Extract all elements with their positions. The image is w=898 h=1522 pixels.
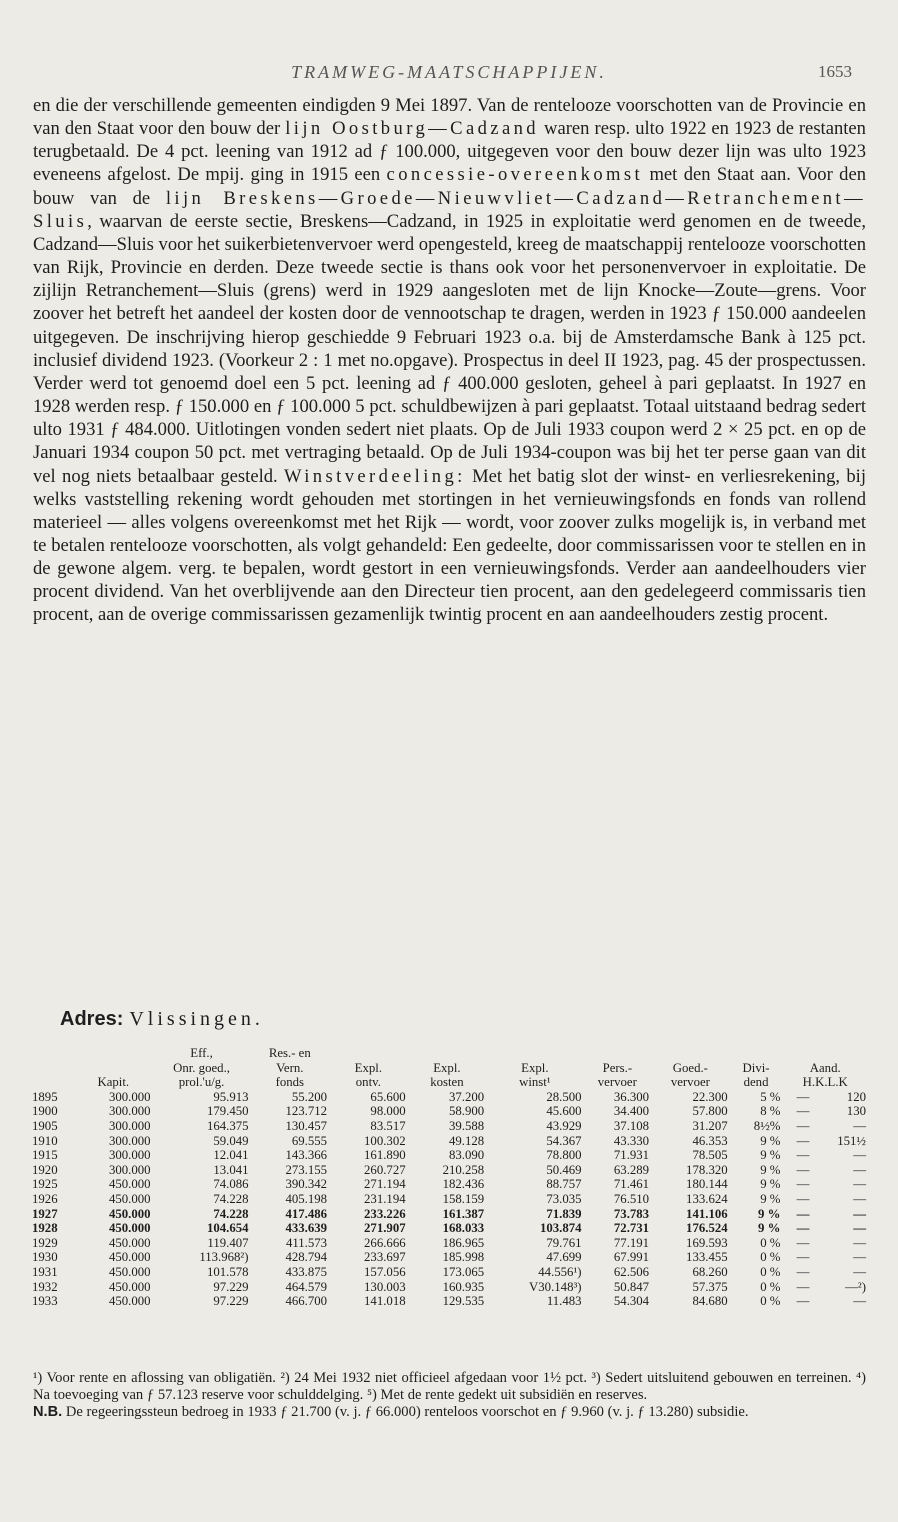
column-header-line: winst¹ <box>519 1075 551 1090</box>
address-value: Vlissingen. <box>129 1008 264 1030</box>
table-cell: — <box>853 1294 866 1309</box>
spaced-line-name: lijn Breskens—Groede—Nieuwvliet—Cadzand—Retranchement—Sluis <box>33 187 866 232</box>
column-header-line: fonds <box>275 1075 305 1090</box>
table-cell: 9 % <box>760 1177 781 1192</box>
table-cell: 0 % <box>760 1264 781 1279</box>
table-cell: 130.003 <box>364 1279 406 1294</box>
table-cell: 49.128 <box>448 1133 485 1148</box>
table-cell: — <box>796 1148 810 1163</box>
year-cell: 1915 <box>32 1148 58 1163</box>
table-cell: 161.387 <box>442 1206 485 1221</box>
table-cell: 233.697 <box>364 1250 406 1265</box>
table-cell: 158.159 <box>442 1191 485 1206</box>
table-cell: 74.086 <box>213 1177 249 1192</box>
table-cell: 5 % <box>760 1089 781 1104</box>
table-cell: 300.000 <box>108 1133 151 1148</box>
table-cell: 157.056 <box>364 1264 406 1279</box>
table-cell: 450.000 <box>108 1250 151 1265</box>
table-cell: — <box>853 1264 866 1279</box>
table-cell: 178.320 <box>686 1162 728 1177</box>
table-cell: 8 % <box>760 1104 781 1119</box>
table-cell: — <box>796 1133 810 1148</box>
column-header-line: vervoer <box>670 1075 710 1090</box>
address-line <box>60 1008 264 1031</box>
spaced-line-name: lijn Oostburg—Cadzand <box>285 118 539 140</box>
table-cell: 54.304 <box>613 1294 650 1309</box>
table-cell: 98.000 <box>370 1104 406 1119</box>
table-cell: — <box>796 1089 810 1104</box>
table-header-row <box>30 1046 868 1090</box>
table-cell: 173.065 <box>442 1264 485 1279</box>
table-cell: 417.486 <box>285 1206 328 1221</box>
nb-text: De regeeringssteun bedroeg in 1933 ƒ 21.700 (v. j. ƒ 66.000) renteloos voorschot en ƒ 9.960 (v. j. ƒ 13.280) subsidie. <box>62 1404 749 1420</box>
column-header-line: Expl. <box>521 1060 549 1075</box>
table-cell: 113.968²) <box>199 1250 249 1265</box>
table-cell: 54.367 <box>546 1133 582 1148</box>
spaced-term-concessie: concessie-overeenkomst <box>386 164 644 186</box>
table-cell: — <box>796 1294 810 1309</box>
table-cell: — <box>853 1221 866 1236</box>
column-header-line: prol.'u/g. <box>178 1075 225 1090</box>
table-cell: 300.000 <box>108 1148 151 1163</box>
spaced-term-winstverdeeling: Winstverdeeling: <box>284 465 466 487</box>
table-row <box>30 1104 868 1119</box>
table-cell: 300.000 <box>108 1089 151 1104</box>
table-cell: — <box>796 1104 810 1119</box>
table-body <box>30 1090 868 1309</box>
column-header <box>651 1046 730 1090</box>
table-cell: — <box>796 1235 810 1250</box>
table-cell: 46.353 <box>692 1133 728 1148</box>
table-cell: — <box>853 1162 866 1177</box>
year-cell: 1928 <box>32 1221 58 1236</box>
table-cell: 233.226 <box>364 1206 406 1221</box>
year-cell: 1933 <box>32 1294 58 1309</box>
column-header <box>408 1046 487 1090</box>
column-header-line: Eff., <box>190 1046 213 1060</box>
year-cell: 1925 <box>32 1177 58 1192</box>
table-row <box>30 1148 868 1163</box>
table-cell: 95.913 <box>213 1089 249 1104</box>
column-header-line: dend <box>743 1075 769 1090</box>
table-cell: 13.041 <box>213 1162 249 1177</box>
table-cell: 67.991 <box>613 1250 650 1265</box>
table-cell: 450.000 <box>108 1206 151 1221</box>
table-cell: 9 % <box>758 1221 781 1236</box>
table-cell: 71.839 <box>546 1206 582 1221</box>
table-cell: 79.761 <box>546 1235 582 1250</box>
table-cell: 83.090 <box>448 1148 485 1163</box>
year-header <box>30 1046 74 1090</box>
column-header <box>730 1046 783 1090</box>
table-cell: — <box>796 1264 810 1279</box>
table-cell: 63.289 <box>613 1162 650 1177</box>
column-header-line: H.K.L.K <box>802 1075 848 1090</box>
table-cell: 55.200 <box>291 1089 328 1104</box>
column-header <box>486 1046 583 1090</box>
year-cell: 1905 <box>32 1118 58 1133</box>
table-cell: — <box>796 1221 810 1236</box>
table-cell: 62.506 <box>613 1264 650 1279</box>
table-cell: — <box>853 1191 866 1206</box>
body-text-segment: , waarvan de eerste sectie, Breskens—Cadzand, in 1925 in exploitatie werd genomen en de tweede, Cadzand—Sluis voor het suikerbietenvervoer werd opengesteld, kreeg de maatschappij rentelooze voorschotten van Rijk, Provincie en derden. Deze tweede sectie is thans ook voor het personenvervoer in exploitatie. De zijlijn Retranchement—Sluis (grens) werd in 1929 aangesloten met de lijn Knocke—Zoute—grens. Voor zoover het betreft het aandeel der kosten door de vennootschap te dragen, werden in 1923 ƒ 150.000 aandeelen uitgegeven. De inschrijving hierop geschiedde 9 Februari 1923 o.a. bij de Amsterdamsche Bank à 125 pct. inclusief dividend 1923. (Voorkeur 2 : 1 met no.opgave). Prospectus in deel II 1923, pag. 45 der prospectussen. Verder werd tot genoemd doel een 5 pct. leening ad ƒ 400.000 gesloten, geheel à pari geplaatst. In 1927 en 1928 werden resp. ƒ 150.000 en ƒ 100.000 5 pct. schuldbewijzen à pari geplaatst. Totaal uitstaand bedrag sedert ulto 1931 ƒ 484.000. Uitlotingen vonden sedert niet plaats. Op de Juli 1933 coupon werd 2 × 25 pct. en op de Januari 1934 coupon 50 pct. met vertraging betaald. Op de Juli 1934-coupon was bij het ter perse gaan van dit vel nog niets betaalbaar gesteld. <box>33 210 866 487</box>
address-label: Adres: <box>60 1008 124 1030</box>
year-cell: 1930 <box>32 1250 58 1265</box>
table-cell: 266.666 <box>364 1235 406 1250</box>
body-text-segment: met den Staat aan. Voor den bouw van de <box>33 164 867 209</box>
table-cell: 71.931 <box>613 1148 650 1163</box>
table-cell: 12.041 <box>213 1148 249 1163</box>
table-cell: — <box>853 1177 866 1192</box>
table-cell: 464.579 <box>285 1279 328 1294</box>
table-cell: 78.505 <box>692 1148 728 1163</box>
table-row <box>30 1236 868 1251</box>
table-cell: 34.400 <box>613 1104 650 1119</box>
table-cell: 59.049 <box>213 1133 249 1148</box>
column-header-line: kosten <box>430 1075 464 1090</box>
year-cell: 1895 <box>32 1089 58 1104</box>
column-header-line: Expl. <box>354 1060 383 1075</box>
table-cell: —²) <box>845 1279 866 1294</box>
table-cell: 104.654 <box>206 1221 249 1236</box>
table-cell: 28.500 <box>546 1089 582 1104</box>
table-cell: — <box>853 1148 866 1163</box>
year-cell: 1929 <box>32 1235 58 1250</box>
table-cell: 231.194 <box>364 1191 406 1206</box>
table-row <box>30 1192 868 1207</box>
year-cell: 1927 <box>32 1206 58 1221</box>
table-cell: 466.700 <box>285 1294 328 1309</box>
table-cell: 176.524 <box>686 1221 728 1236</box>
column-header <box>251 1046 330 1090</box>
table-cell: 130 <box>846 1104 866 1119</box>
table-cell: 450.000 <box>108 1191 151 1206</box>
table-cell: 88.757 <box>546 1177 582 1192</box>
table-cell: 433.875 <box>285 1264 328 1279</box>
column-header-line: ontv. <box>355 1075 381 1090</box>
table-cell: 83.517 <box>370 1118 406 1133</box>
table-cell: 143.366 <box>285 1148 328 1163</box>
table-cell: 76.510 <box>613 1191 650 1206</box>
table-cell: — <box>853 1206 866 1221</box>
year-cell: 1926 <box>32 1191 58 1206</box>
year-cell: 1900 <box>32 1104 58 1119</box>
table-cell: 100.302 <box>364 1133 406 1148</box>
table-cell: 78.800 <box>546 1148 582 1163</box>
table-cell: 123.712 <box>285 1104 328 1119</box>
table-cell: 44.556¹) <box>538 1264 582 1279</box>
table-cell: 71.461 <box>613 1177 650 1192</box>
table-cell: 161.890 <box>364 1148 406 1163</box>
table-cell: 450.000 <box>108 1264 151 1279</box>
table-cell: 300.000 <box>108 1104 151 1119</box>
table-cell: 260.727 <box>364 1162 406 1177</box>
page-number: 1653 <box>818 62 852 81</box>
page-header <box>0 62 898 88</box>
table-cell: — <box>853 1250 866 1265</box>
table-cell: 405.198 <box>285 1191 328 1206</box>
table-cell: 119.407 <box>207 1235 249 1250</box>
column-header <box>329 1046 408 1090</box>
table-cell: 103.874 <box>539 1221 582 1236</box>
table-cell: 273.155 <box>285 1162 328 1177</box>
table-cell: 411.573 <box>285 1235 328 1250</box>
table-cell: 31.207 <box>692 1118 728 1133</box>
table-cell: 37.108 <box>613 1118 650 1133</box>
table-cell: 37.200 <box>448 1089 485 1104</box>
body-text-segment: waren resp. ulto 1922 en 1923 de restanten terugbetaald. De 4 pct. leening van 1912 ad ƒ 100.000, uitgegeven voor den bouw dezer lijn was ulto 1923 eveneens afgelost. De mpij. ging in 1915 een <box>33 118 866 186</box>
table-cell: 9 % <box>760 1162 781 1177</box>
year-cell: 1931 <box>32 1264 58 1279</box>
column-header-line: vervoer <box>597 1075 637 1090</box>
table-cell: 97.229 <box>213 1294 249 1309</box>
table-cell: 0 % <box>760 1294 781 1309</box>
table-cell: — <box>796 1162 810 1177</box>
table-cell: 72.731 <box>613 1221 650 1236</box>
body-paragraph <box>33 94 866 627</box>
footnotes <box>33 1370 866 1421</box>
year-cell: 1920 <box>32 1162 58 1177</box>
table-cell: 22.300 <box>692 1089 728 1104</box>
table-cell: 73.783 <box>613 1206 650 1221</box>
table-cell: 133.624 <box>686 1191 728 1206</box>
table-cell: 84.680 <box>692 1294 728 1309</box>
table-cell: 0 % <box>760 1279 781 1294</box>
year-cell: 1932 <box>32 1279 58 1294</box>
table-row <box>30 1177 868 1192</box>
footnote-text: ¹) Voor rente en aflossing van obligatiën. ²) 24 Mei 1932 niet officieel afgedaan voor 1½ pct. ³) Sedert uitsluitend gebouwen en terreinen. ⁴) Na toevoeging van ƒ 57.123 reserve voor schulddelging. ⁵) Met de rente gedekt uit subsidiën en reserves. <box>33 1370 866 1403</box>
running-title: TRAMWEG-MAATSCHAPPIJEN. <box>291 62 607 82</box>
nb-label: N.B. <box>33 1404 63 1420</box>
table-cell: 43.330 <box>613 1133 650 1148</box>
table-cell: 164.375 <box>206 1118 249 1133</box>
table-cell: 271.194 <box>364 1177 406 1192</box>
table-cell: 300.000 <box>108 1162 151 1177</box>
table-row <box>30 1090 868 1105</box>
table-cell: — <box>796 1118 810 1133</box>
table-cell: 300.000 <box>108 1118 151 1133</box>
table-cell: 65.600 <box>370 1089 406 1104</box>
table-cell: 450.000 <box>108 1235 151 1250</box>
column-header-line: Divi- <box>742 1060 770 1075</box>
table-cell: 97.229 <box>213 1279 249 1294</box>
column-header-line: Vern. <box>276 1060 304 1075</box>
table-cell: 9 % <box>758 1206 781 1221</box>
table-cell: 77.191 <box>613 1235 650 1250</box>
table-cell: 428.794 <box>285 1250 328 1265</box>
table-cell: — <box>796 1177 810 1192</box>
table-cell: 182.436 <box>442 1177 485 1192</box>
column-header-line <box>74 1061 153 1076</box>
column-header <box>74 1046 153 1090</box>
table-cell: 133.455 <box>686 1250 728 1265</box>
table-cell: 50.847 <box>613 1279 650 1294</box>
table-cell: 169.593 <box>686 1235 728 1250</box>
table-cell: 179.450 <box>206 1104 249 1119</box>
table-cell: 0 % <box>760 1235 781 1250</box>
column-header-line: Res.- en <box>268 1046 311 1060</box>
column-header <box>782 1046 868 1090</box>
column-header-line: Aand. <box>809 1060 841 1075</box>
table-cell: V30.148³) <box>529 1279 582 1294</box>
table-cell: 47.699 <box>546 1250 582 1265</box>
table-cell: 168.033 <box>442 1221 485 1236</box>
table-cell: 450.000 <box>108 1221 151 1236</box>
table-cell: 57.800 <box>692 1104 728 1119</box>
table-cell: — <box>796 1191 810 1206</box>
table-row <box>30 1163 868 1178</box>
table-cell: 390.342 <box>285 1177 328 1192</box>
table-cell: 271.907 <box>364 1221 406 1236</box>
table-cell: 160.935 <box>442 1279 485 1294</box>
table-cell: — <box>796 1206 810 1221</box>
table-cell: 36.300 <box>613 1089 650 1104</box>
table-cell: 450.000 <box>108 1177 151 1192</box>
table-cell: — <box>853 1235 866 1250</box>
table-cell: — <box>853 1118 866 1133</box>
table-cell: 9 % <box>760 1133 781 1148</box>
column-header-line: Goed.- <box>672 1060 708 1075</box>
table-cell: 8½% <box>753 1118 781 1133</box>
column-header-line: Expl. <box>433 1060 461 1075</box>
table-row <box>30 1119 868 1134</box>
table-cell: 120 <box>846 1089 866 1104</box>
table-cell: 58.900 <box>448 1104 485 1119</box>
table-cell: 9 % <box>760 1148 781 1163</box>
table-cell: 141.018 <box>364 1294 406 1309</box>
table-row <box>30 1265 868 1280</box>
table-row <box>30 1294 868 1309</box>
table-cell: 210.258 <box>442 1162 485 1177</box>
table-cell: 151½ <box>837 1133 866 1148</box>
body-text-segment: en die der verschillende gemeenten eindigden 9 Mei 1897. Van de rentelooze voorschotten van de Provincie en van den Staat voor den bouw der <box>33 95 866 140</box>
table-cell: 180.144 <box>686 1177 728 1192</box>
year-cell: 1910 <box>32 1133 58 1148</box>
table-row <box>30 1250 868 1265</box>
table-cell: 450.000 <box>108 1279 151 1294</box>
table-cell: 45.600 <box>546 1104 582 1119</box>
table-cell: 68.260 <box>692 1264 728 1279</box>
table-cell: 11.483 <box>546 1294 582 1309</box>
table-cell: 433.639 <box>285 1221 328 1236</box>
table-row <box>30 1221 868 1236</box>
table-cell: 69.555 <box>291 1133 328 1148</box>
statistics-table <box>30 1046 868 1309</box>
table-cell: 129.535 <box>442 1294 485 1309</box>
column-header-line: Onr. goed., <box>173 1060 230 1075</box>
table-cell: 74.228 <box>213 1191 249 1206</box>
table-cell: 50.469 <box>546 1162 582 1177</box>
table-cell: — <box>796 1250 810 1265</box>
table-cell: 141.106 <box>686 1206 728 1221</box>
column-header-line: Kapit. <box>97 1075 130 1090</box>
table-cell: 39.588 <box>448 1118 485 1133</box>
table-row <box>30 1134 868 1149</box>
table-cell: 130.457 <box>285 1118 328 1133</box>
column-header-line: Pers.- <box>602 1060 633 1075</box>
table-cell: 186.965 <box>442 1235 485 1250</box>
table-cell: 450.000 <box>108 1294 151 1309</box>
table-row <box>30 1207 868 1222</box>
table-cell: 57.375 <box>692 1279 728 1294</box>
table-cell: 73.035 <box>546 1191 582 1206</box>
table-cell: 0 % <box>760 1250 781 1265</box>
column-header <box>584 1046 652 1090</box>
table-cell: 101.578 <box>206 1264 249 1279</box>
table-cell: 43.929 <box>546 1118 582 1133</box>
table-row <box>30 1280 868 1295</box>
body-text-segment: Met het batig slot der winst- en verliesrekening, bij welks vaststelling rekening wordt gehouden met stortingen in het vernieuwingsfonds en fonds van rollend materieel — alles volgens overeenkomst met het Rijk — wordt, voor zoover zulks mogelijk is, in verband met te betalen rentelooze voorschotten, als volgt gehandeld: Een gedeelte, door commissarissen voor te stellen en in de gewone algem. verg. te bepalen, wordt gestort in een vernieuwingsfonds. Verder aan aandeelhouders vier procent dividend. Van het overblijvende aan den Directeur tien procent, aan den gedelegeerd commissaris tien procent, aan de overige commissarissen gezamenlijk twintig procent en aan aandeelhouders zestig procent. <box>33 465 866 626</box>
table-cell: 9 % <box>760 1191 781 1206</box>
table-cell: — <box>796 1279 810 1294</box>
table-cell: 185.998 <box>442 1250 485 1265</box>
table-cell: 74.228 <box>213 1206 249 1221</box>
column-header <box>153 1046 251 1090</box>
